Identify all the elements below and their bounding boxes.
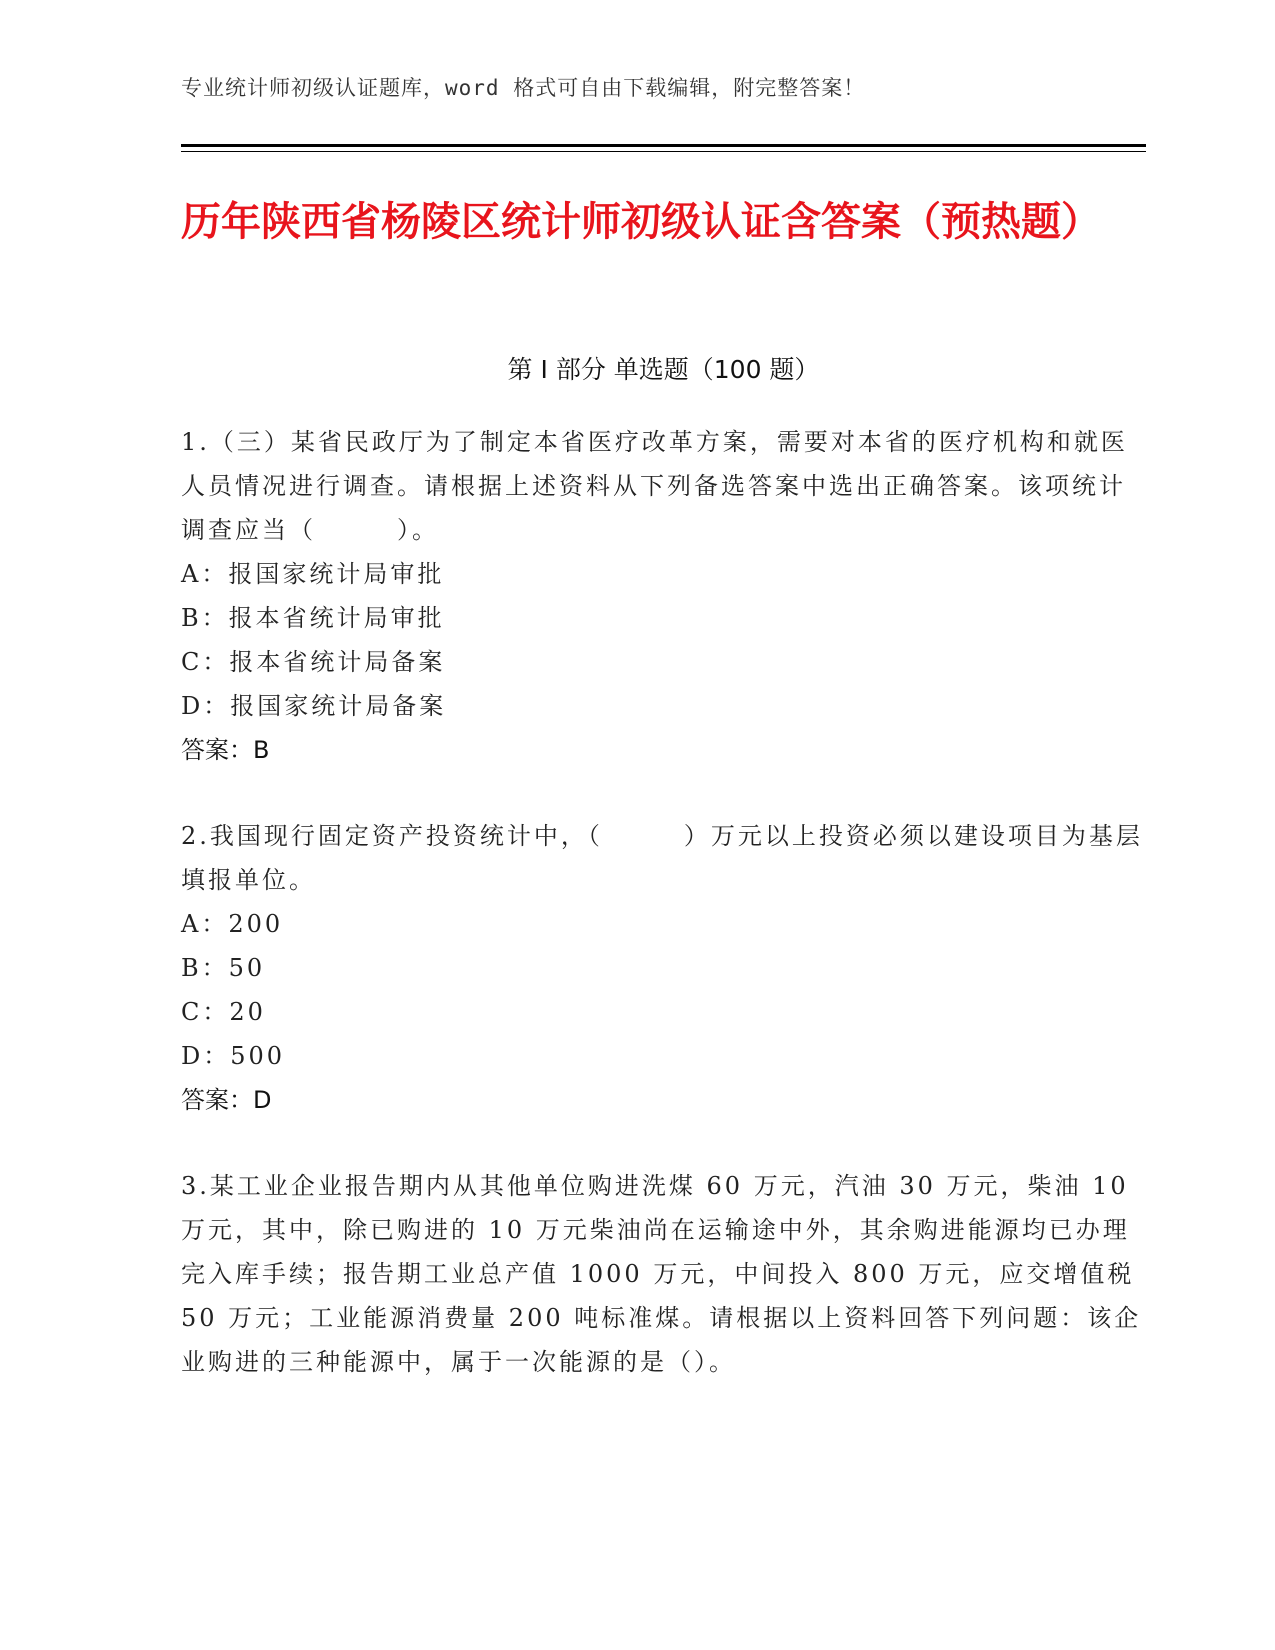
option-d: D：500 <box>181 1042 286 1070</box>
option-b: B：50 <box>181 954 266 982</box>
option-c: C：20 <box>181 998 266 1026</box>
option-a: A：200 <box>181 910 284 938</box>
option-d: D：报国家统计局备案 <box>181 692 447 720</box>
header-rule-thick <box>181 144 1146 147</box>
question-stem: 2.我国现行固定资产投资统计中，（ ）万元以上投资必须以建设项目为基层填报单位。 <box>181 822 1143 894</box>
answer: 答案：B <box>181 736 270 764</box>
question-stem: 1.（三）某省民政厅为了制定本省医疗改革方案，需要对本省的医疗机构和就医人员情况进行调查。请根据上述资料从下列备选答案中选出正确答案。该项统计调查应当（ ）。 <box>181 428 1128 544</box>
option-b: B：报本省统计局审批 <box>181 604 445 632</box>
question-2 <box>181 814 1146 1122</box>
question-stem: 3.某工业企业报告期内从其他单位购进洗煤 60 万元，汽油 30 万元，柴油 10 万元，其中，除已购进的 10 万元柴油尚在运输途中外，其余购进能源均已办理完入库手续；报告期工业总产值 1000 万元，中间投入 800 万元，应交增值税 50 万元；工业能源消费量 200 吨标准煤。请根据以上资料回答下列问题：该企业购进的三种能源中，属于一次能源的是（）。 <box>181 1172 1142 1376</box>
document-title: 历年陕西省杨陵区统计师初级认证含答案（预热题） <box>181 199 1101 245</box>
question-list <box>181 420 1146 1426</box>
header-note: 专业统计师初级认证题库，word 格式可自由下载编辑，附完整答案！ <box>181 76 866 100</box>
header-rule-thin <box>181 151 1146 152</box>
option-c: C：报本省统计局备案 <box>181 648 446 676</box>
option-a: A：报国家统计局审批 <box>181 560 445 588</box>
section-title: 第 I 部分 单选题（100 题） <box>507 355 820 384</box>
answer: 答案：D <box>181 1086 272 1114</box>
question-3 <box>181 1164 1146 1384</box>
question-1 <box>181 420 1146 772</box>
